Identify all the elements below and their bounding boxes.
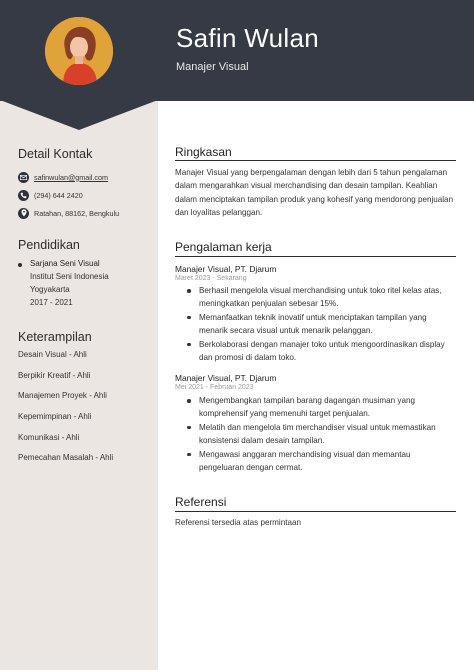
summary-heading: Ringkasan	[175, 145, 232, 159]
contact-email-row[interactable]	[18, 171, 108, 183]
header-chevron	[0, 100, 158, 130]
education-heading: Pendidikan	[18, 238, 80, 252]
list-item: Mengawasi anggaran merchandising visual dan memantau pengeluaran dengan cermat.	[186, 448, 456, 475]
candidate-role: Manajer Visual	[176, 61, 249, 73]
job-dates: Maret 2023 - Sekarang	[175, 275, 247, 282]
section-divider	[175, 256, 456, 257]
job-dates: Mei 2021 - Februari 2023	[175, 384, 254, 391]
section-divider	[175, 160, 456, 161]
contact-email[interactable]: safinwulan@gmail.com	[34, 172, 109, 182]
contact-address: Ratahan, 88162, Bengkulu	[34, 208, 120, 218]
phone-icon	[18, 190, 29, 201]
list-item: Berhasil mengelola visual merchandising untuk toko ritel kelas atas, meningkatkan penjualan sebesar 15%.	[186, 284, 456, 311]
list-item: Mengembangkan tampilan barang dagangan musiman yang komprehensif yang memenuhi target penjualan.	[186, 394, 456, 421]
skills-heading: Keterampilan	[18, 330, 92, 344]
job-title: Manajer Visual, PT. Djarum	[175, 373, 277, 383]
profile-photo	[45, 17, 113, 85]
references-heading: Referensi	[175, 495, 227, 509]
location-pin-icon	[18, 208, 29, 219]
skill-item: Komunikasi - Ahli	[18, 433, 80, 442]
skill-item: Desain Visual - Ahli	[18, 350, 87, 359]
skill-item: Berpikir Kreatif - Ahli	[18, 371, 91, 380]
list-item: Memanfaatkan teknik inovatif untuk menciptakan tampilan yang menarik secara visual untuk menarik pelanggan.	[186, 311, 456, 338]
contact-address-row	[18, 207, 119, 219]
contact-heading: Detail Kontak	[18, 147, 93, 161]
section-divider	[175, 511, 456, 512]
bullet-dot	[18, 263, 22, 267]
contact-phone-row	[18, 189, 83, 201]
list-item: Berkolaborasi dengan manajer toko untuk mengoordinasikan display dan promosi di dalam toko.	[186, 338, 456, 365]
mail-icon	[18, 172, 29, 183]
education-city: Yogyakarta	[30, 285, 70, 294]
candidate-name: Safin Wulan	[176, 23, 320, 53]
list-item: Melatih dan mengelola tim merchandiser visual untuk memastikan konsistensi dalam desain tampilan.	[186, 421, 456, 448]
education-years: 2017 - 2021	[30, 298, 73, 307]
skill-item: Pemecahan Masalah - Ahli	[18, 453, 114, 462]
skill-item: Manajemen Proyek - Ahli	[18, 391, 107, 400]
contact-phone: (294) 644 2420	[34, 190, 83, 200]
summary-text: Manajer Visual yang berpengalaman dengan lebih dari 5 tahun pengalaman dalam mengarahkan visual merchandising dan desain tampilan. Keahlian dalam menciptakan tampilan produk yang kohesif yang mendorong penjualan dan loyalitas pelanggan.	[175, 168, 454, 218]
job-bullets	[186, 284, 456, 364]
education-degree: Sarjana Seni Visual	[30, 259, 100, 268]
experience-heading: Pengalaman kerja	[175, 240, 272, 254]
job-title: Manajer Visual, PT. Djarum	[175, 264, 277, 274]
job-bullets	[186, 394, 456, 474]
education-school: Institut Seni Indonesia	[30, 272, 109, 281]
references-text: Referensi tersedia atas permintaan	[175, 518, 301, 527]
skill-item: Kepemimpinan - Ahli	[18, 412, 92, 421]
